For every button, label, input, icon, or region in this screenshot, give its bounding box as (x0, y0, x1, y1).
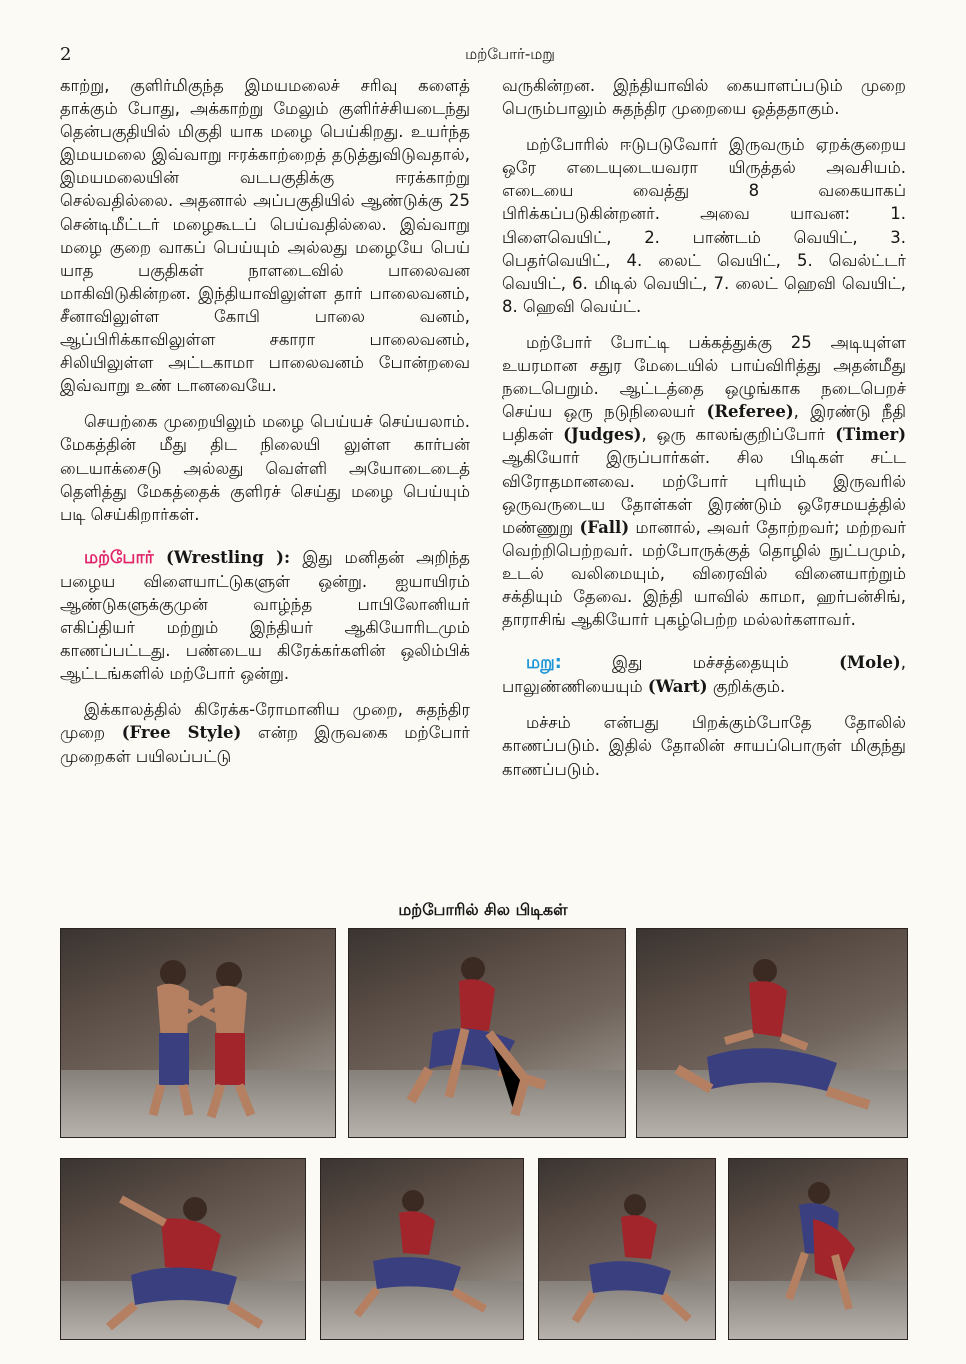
gloss-wart: (Wart) (647, 677, 708, 697)
wrestling-photo-2 (348, 928, 626, 1138)
gloss-fall: (Fall) (579, 517, 630, 537)
wrestling-photo-6 (538, 1158, 716, 1340)
running-head: மற்போர்-மறு (465, 45, 555, 63)
paragraph-competition (502, 331, 906, 631)
right-column (502, 74, 906, 794)
wrestling-text: இது மனிதன் அறிந்த பழைய விளையாட்டுகளுள் ஒன்று. ஐயாயிரம் ஆண்டுகளுக்குமுன் வாழ்ந்த பாபிலோனியர் எகிப்தியர் மற்றும் இந்தியர் ஆகியோரிடமும் காணப்பட்டது. பண்டைய கிரேக்கர்களின் ஒலிம்பிக் ஆட்டங்களில் மற்போர் ஒன்று. (60, 547, 470, 684)
gloss-referee: (Referee) (706, 402, 794, 422)
text-span: , ஒரு காலங்குறிப்போர் (641, 425, 836, 445)
text-span: மானால், அவர் தோற்றவர்; மற்றவர் வெற்றிபெற்றவர். மற்போருக்குத் தொழில் நுட்பமும், உடல் வலிமையும், விரைவில் வினையாற்றும் சக்தியும் தேவை. இந்தி யாவில் காமா, ஹர்பன்சிங், தாராசிங் ஆகியோர் புகழ்பெற்ற மல்லர்களாவர். (502, 517, 906, 630)
gloss-mole: (Mole) (839, 653, 901, 673)
entry-wrestling (60, 546, 470, 686)
page-number: 2 (60, 44, 72, 65)
paragraph-mole: மச்சம் என்பது பிறக்கும்போதே தோலில் காணப்படும். இதில் தோலின் சாயப்பொருள் மிகுந்து காணப்படும். (502, 713, 906, 779)
entry-maru (502, 651, 906, 698)
left-column (60, 74, 470, 781)
gloss-judges: (Judges) (563, 425, 642, 445)
text-span: இது மச்சத்தையும் (561, 653, 840, 673)
paragraph-wrestling-styles (60, 698, 470, 767)
headword-wrestling: மற்போர் (84, 547, 154, 568)
text-span: ஆகியோர் இருப்பார்கள். சில பிடிகள் சட்ட விரோதமானவை. மற்போர் புரியும் இருவரில் ஒருவருடைய தோள்கள் இரண்டும் ஒரேசமயத்தில் மண்ணுறு (502, 448, 906, 537)
wrestling-photo-4 (60, 1158, 306, 1340)
gloss-wrestling: (Wrestling ): (153, 547, 303, 567)
paragraph-weight-classes: மற்போரில் ஈடுபடுவோர் இருவரும் ஏறக்குறைய ஒரே எடையுடையவரா யிருத்தல் அவசியம். எடையை வைத்து 8 வகையாகப் பிரிக்கப்படுகின்றனர். அவை யாவன: 1. பிளைவெயிட், 2. பாண்டம் வெயிட், 3. பெதர்வெயிட், 4. லைட் வெயிட், 5. வெல்ட்டர் வெயிட், 6. மிடில் வெயிட், 7. லைட் ஹெவி வெயிட், 8. ஹெவி வெய்ட். (502, 135, 906, 316)
gloss-timer: (Timer) (835, 425, 906, 445)
paragraph-rain-himalaya: காற்று, குளிர்மிகுந்த இமயமலைச் சரிவு களைத் தாக்கும் போது, அக்காற்று மேலும் குளிர்ச்சியடைந்து தென்பகுதியில் மிகுதி யாக மழை பெய்கிறது. உயர்ந்த இமயமலை இவ்வாறு ஈரக்காற்றைத் தடுத்துவிடுவதால், இமயமலையின் வடபகுதிக்கு ஈரக்காற்று செல்வதில்லை. அதனால் அப்பகுதியில் ஆண்டுக்கு 25 சென்டிமீட்டர் மழைகூடப் பெய்வதில்லை. இவ்வாறு மழை குறை வாகப் பெய்யும் அல்லது மழையே பெய் யாத பகுதிகள் நாளடைவில் பாலைவன மாகிவிடுகின்றன. இந்தியாவிலுள்ள தார் பாலைவனம், சீனாவிலுள்ள கோபி பாலை வனம், ஆப்பிரிக்காவிலுள்ள சகாரா பாலைவனம், சிலியிலுள்ள அட்டகாமா பாலைவனம் போன்றவை இவ்வாறு உண் டானவையே. (60, 76, 470, 396)
wrestling-photo-1 (60, 928, 336, 1138)
paragraph-artificial-rain: செயற்கை முறையிலும் மழை பெய்யச் செய்யலாம். மேகத்தின் மீது திட நிலையி லுள்ள கார்பன் டையாக்சைடு அல்லது வெள்ளி அயோடைடைத் தெளித்து மேகத்தைக் குளிரச் செய்து மழை பெய்யும் படி செய்கிறார்கள். (60, 412, 470, 524)
text-span: என்ற இருவகை மற்போர் முறைகள் பயிலப்பட்டு (60, 723, 470, 766)
wrestling-photo-7 (728, 1158, 908, 1340)
text-span: , இரண்டு நீதி பதிகள் (502, 402, 906, 445)
text-span: குறிக்கும். (707, 677, 786, 697)
wrestling-photo-5 (320, 1158, 524, 1340)
headword-maru: மறு: (526, 653, 562, 674)
figure-caption: மற்போரில் சில பிடிகள் (398, 900, 568, 919)
text-span: மற்போர் போட்டி பக்கத்துக்கு 25 அடியுள்ள உயரமான சதுர மேடையில் பாய்விரித்து அதன்மீது நடைபெறும். ஆட்டத்தை ஒழுங்காக நடைபெறச் செய்ய ஒரு நடுநிலையர் (502, 332, 906, 422)
text-span: , பாலுண்ணியையும் (502, 653, 906, 697)
wrestling-photo-3 (636, 928, 908, 1138)
gloss-free-style: (Free Style) (121, 723, 242, 743)
paragraph-india-style: வருகின்றன. இந்தியாவில் கையாளப்படும் முறை பெரும்பாலும் சுதந்திர முறையை ஒத்ததாகும். (502, 76, 906, 119)
text-span: இக்காலத்தில் கிரேக்க-ரோமானிய முறை, சுதந்திர முறை (60, 700, 470, 743)
